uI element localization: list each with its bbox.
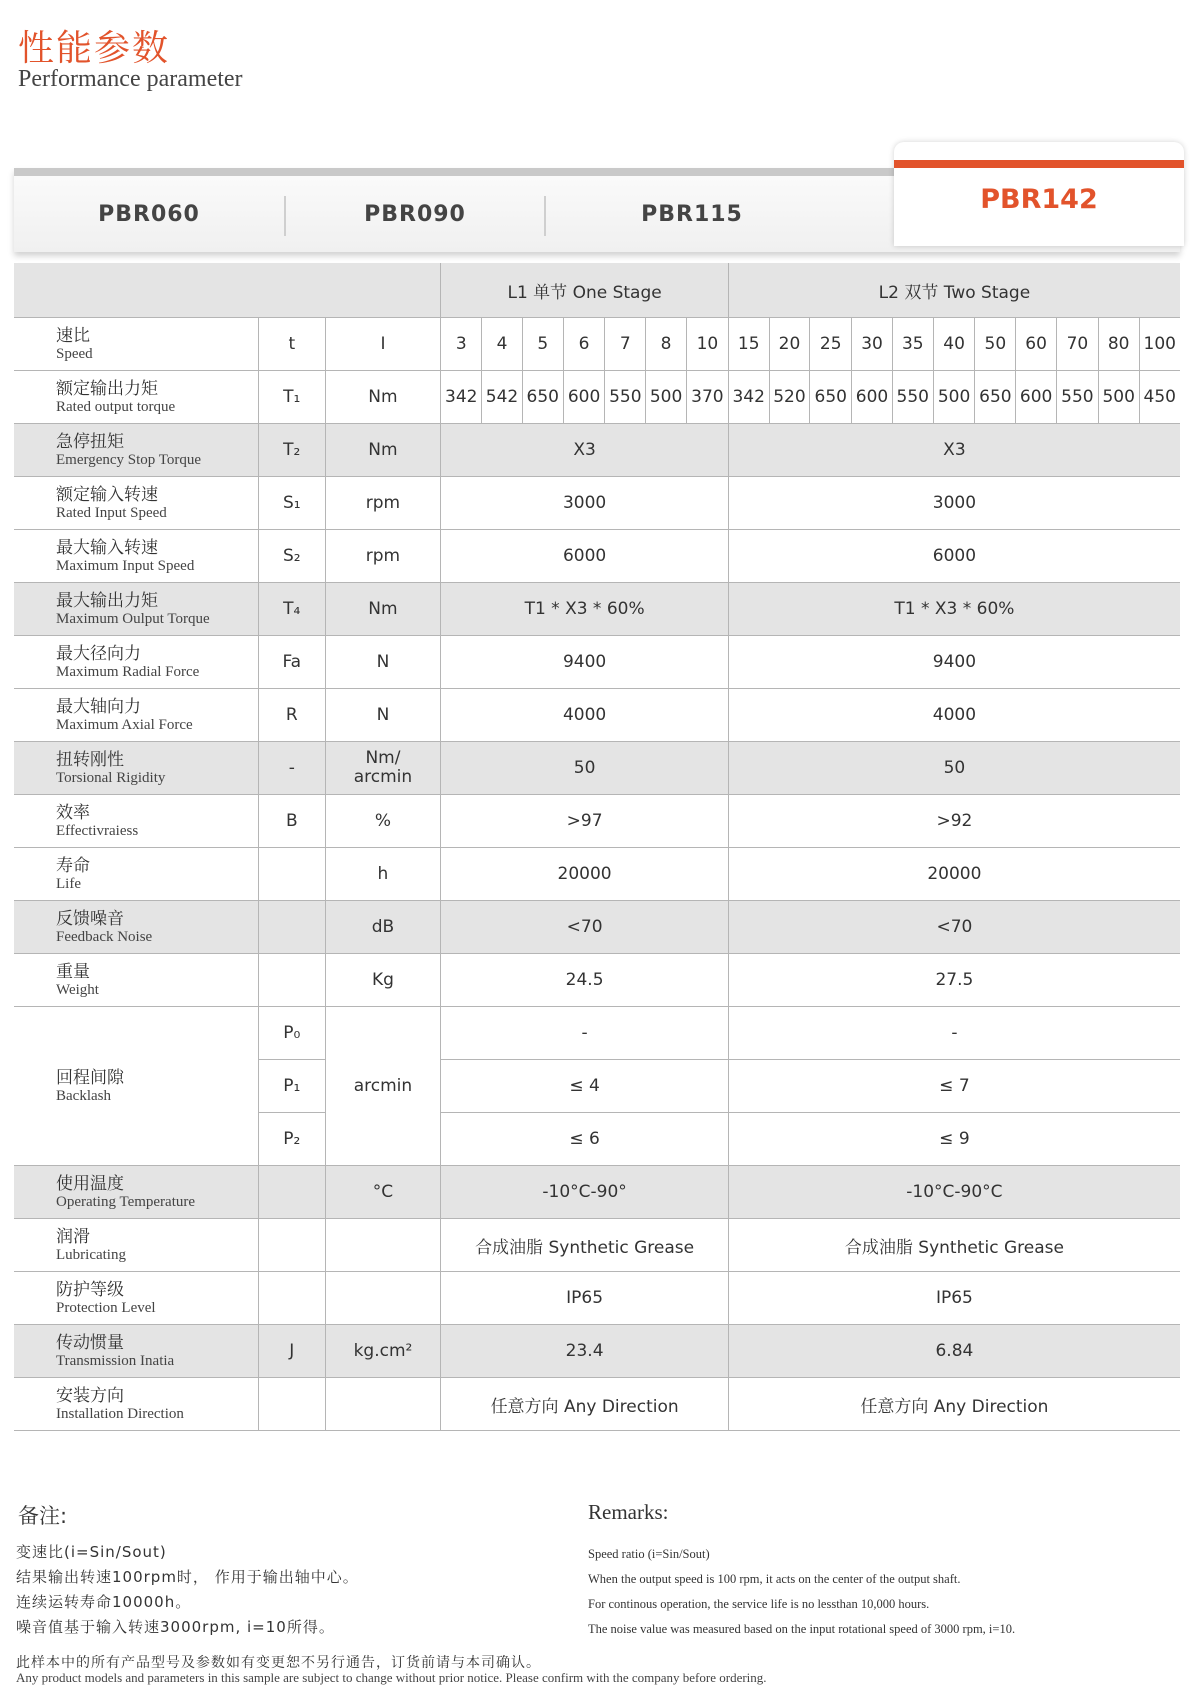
param-name: 最大轴向力 Maximum Axial Force — [14, 689, 259, 742]
tab-pbr142-active[interactable] — [894, 142, 1184, 246]
stage-two-header: L2 双节 Two Stage — [728, 263, 1180, 318]
stage-one-value: T1 * X3 * 60% — [441, 583, 728, 636]
param-symbol: R — [259, 689, 325, 742]
table-row-inertia — [14, 1325, 1180, 1378]
torque-cell: 500 — [933, 371, 975, 424]
param-symbol: S₂ — [259, 530, 325, 583]
param-name: 反馈噪音 Feedback Noise — [14, 901, 259, 954]
stage-two-value: >92 — [728, 795, 1180, 848]
param-name: 寿命 Life — [14, 848, 259, 901]
stage-one-value: IP65 — [441, 1272, 728, 1325]
tab-pbr142-label: PBR142 — [980, 183, 1098, 215]
param-unit: I — [325, 318, 441, 371]
param-name: 最大输出力矩 Maximum Oulput Torque — [14, 583, 259, 636]
param-symbol: T₄ — [259, 583, 325, 636]
table-row-backlash-p0 — [14, 1007, 1180, 1060]
torque-cell: 342 — [441, 371, 482, 424]
param-symbol — [259, 954, 325, 1007]
stage-one-value: - — [441, 1007, 728, 1060]
stage-two-value: 9400 — [728, 636, 1180, 689]
stage-one-value: 9400 — [441, 636, 728, 689]
param-symbol — [259, 848, 325, 901]
remark-line: When the output speed is 100 rpm, it acts on the center of the output shaft. — [588, 1572, 961, 1586]
stage-one-value: 20000 — [441, 848, 728, 901]
footer-notice-en: Any product models and parameters in this sample are subject to change without prior notice. Please confirm with the company before ordering. — [16, 1670, 767, 1685]
stage-two-value: T1 * X3 * 60% — [728, 583, 1180, 636]
param-name: 重量 Weight — [14, 954, 259, 1007]
stage-two-value: 20000 — [728, 848, 1180, 901]
stage-two-value: <70 — [728, 901, 1180, 954]
param-unit: rpm — [325, 530, 441, 583]
table-row-life — [14, 848, 1180, 901]
stage-one-value: -10°C-90° — [441, 1166, 728, 1219]
param-symbol — [259, 1219, 325, 1272]
param-name: 安装方向 Installation Direction — [14, 1378, 259, 1431]
torque-cell: 542 — [482, 371, 523, 424]
torque-cell: 650 — [522, 371, 563, 424]
stage-one-value: >97 — [441, 795, 728, 848]
table-row-rated-torque — [14, 371, 1180, 424]
stage-two-value: 任意方向 Any Direction — [728, 1378, 1180, 1431]
param-name: 急停扭矩 Emergency Stop Torque — [14, 424, 259, 477]
torque-cell: 600 — [563, 371, 605, 424]
ratio-cell: 8 — [646, 318, 687, 371]
tab-pbr060[interactable]: PBR060 — [98, 201, 200, 227]
table-row-noise — [14, 901, 1180, 954]
remark-line: For continous operation, the service life is no lessthan 10,000 hours. — [588, 1597, 930, 1611]
stage-one-value: 23.4 — [441, 1325, 728, 1378]
param-symbol: P₀ — [259, 1007, 325, 1060]
torque-cell: 370 — [686, 371, 728, 424]
stage-two-value: 合成油脂 Synthetic Grease — [728, 1219, 1180, 1272]
param-name: 最大径向力 Maximum Radial Force — [14, 636, 259, 689]
ratio-cell: 5 — [522, 318, 563, 371]
torque-cell: 650 — [975, 371, 1016, 424]
param-unit: N — [325, 636, 441, 689]
param-unit — [325, 1272, 441, 1325]
stage-one-value: 24.5 — [441, 954, 728, 1007]
torque-cell: 550 — [605, 371, 646, 424]
table-row-rated-speed — [14, 477, 1180, 530]
torque-cell: 600 — [852, 371, 893, 424]
table-row-axial — [14, 689, 1180, 742]
param-name: 扭转刚性 Torsional Rigidity — [14, 742, 259, 795]
table-row-radial — [14, 636, 1180, 689]
param-symbol: J — [259, 1325, 325, 1378]
stage-two-value: X3 — [728, 424, 1180, 477]
active-tab-indicator — [894, 160, 1184, 168]
stage-one-value: 4000 — [441, 689, 728, 742]
table-row-speed — [14, 318, 1180, 371]
torque-cell: 550 — [892, 371, 933, 424]
param-symbol — [259, 901, 325, 954]
tab-pbr090[interactable]: PBR090 — [364, 201, 466, 227]
ratio-cell: 15 — [728, 318, 769, 371]
param-name: 效率 Effectivraiess — [14, 795, 259, 848]
stage-two-value: 3000 — [728, 477, 1180, 530]
remark-line: Speed ratio (i=Sin/Sout) — [588, 1547, 710, 1561]
param-unit: % — [325, 795, 441, 848]
param-name: 速比 Speed — [14, 318, 259, 371]
table-row-weight — [14, 954, 1180, 1007]
param-unit: °C — [325, 1166, 441, 1219]
param-unit: h — [325, 848, 441, 901]
ratio-cell: 30 — [852, 318, 893, 371]
param-name: 回程间隙 Backlash — [14, 1007, 259, 1166]
stage-two-value: ≤ 9 — [728, 1113, 1180, 1166]
stage-two-value: 6.84 — [728, 1325, 1180, 1378]
stage-two-value: IP65 — [728, 1272, 1180, 1325]
param-symbol — [259, 1166, 325, 1219]
param-symbol: t — [259, 318, 325, 371]
ratio-cell: 3 — [441, 318, 482, 371]
torque-cell: 450 — [1139, 371, 1180, 424]
torque-cell: 600 — [1016, 371, 1057, 424]
param-unit — [325, 1219, 441, 1272]
remark-line: 变速比(i=Sin/Sout) — [16, 1543, 167, 1561]
remarks-title-en: Remarks: — [588, 1500, 669, 1524]
table-row-protection — [14, 1272, 1180, 1325]
param-symbol: - — [259, 742, 325, 795]
remark-line: 噪音值基于输入转速3000rpm, i=10所得。 — [16, 1618, 335, 1636]
stage-two-value: 4000 — [728, 689, 1180, 742]
stage-one-value: 6000 — [441, 530, 728, 583]
ratio-cell: 40 — [933, 318, 975, 371]
stage-one-header: L1 单节 One Stage — [441, 263, 728, 318]
ratio-cell: 6 — [563, 318, 605, 371]
table-row-max-speed — [14, 530, 1180, 583]
param-symbol: T₂ — [259, 424, 325, 477]
param-unit: rpm — [325, 477, 441, 530]
param-unit: dB — [325, 901, 441, 954]
stage-two-value: 27.5 — [728, 954, 1180, 1007]
param-symbol: P₁ — [259, 1060, 325, 1113]
stage-one-value: 合成油脂 Synthetic Grease — [441, 1219, 728, 1272]
stage-two-value: ≤ 7 — [728, 1060, 1180, 1113]
param-unit: Nm — [325, 424, 441, 477]
table-row-install — [14, 1378, 1180, 1431]
remarks-title-cn: 备注: — [18, 1504, 68, 1528]
table-row-lube — [14, 1219, 1180, 1272]
param-name: 使用温度 Operating Temperature — [14, 1166, 259, 1219]
header-blank — [14, 263, 441, 318]
footer-notice-cn: 此样本中的所有产品型号及参数如有变更恕不另行通告，订货前请与本司确认。 — [16, 1655, 541, 1671]
ratio-cell: 60 — [1016, 318, 1057, 371]
ratio-cell: 100 — [1139, 318, 1180, 371]
param-symbol — [259, 1378, 325, 1431]
ratio-cell: 50 — [975, 318, 1016, 371]
torque-cell: 650 — [810, 371, 852, 424]
remarks-en — [588, 1542, 1015, 1642]
spec-table — [14, 263, 1180, 1431]
param-unit: N — [325, 689, 441, 742]
ratio-cell: 4 — [482, 318, 523, 371]
param-symbol: B — [259, 795, 325, 848]
param-name: 润滑 Lubricating — [14, 1219, 259, 1272]
stage-one-value: 任意方向 Any Direction — [441, 1378, 728, 1431]
page-title-cn: 性能参数 — [18, 28, 171, 69]
param-name: 额定输出力矩 Rated output torque — [14, 371, 259, 424]
remark-line: 连续运转寿命10000h。 — [16, 1593, 192, 1611]
table-row-estop — [14, 424, 1180, 477]
param-unit: kg.cm² — [325, 1325, 441, 1378]
param-name: 额定输入转速 Rated Input Speed — [14, 477, 259, 530]
ratio-cell: 25 — [810, 318, 852, 371]
ratio-cell: 7 — [605, 318, 646, 371]
torque-cell: 342 — [728, 371, 769, 424]
tab-pbr115[interactable]: PBR115 — [641, 201, 743, 227]
param-symbol: P₂ — [259, 1113, 325, 1166]
param-unit: Nm/ arcmin — [325, 742, 441, 795]
stage-two-value: 50 — [728, 742, 1180, 795]
stage-two-value: -10°C-90°C — [728, 1166, 1180, 1219]
ratio-cell: 20 — [769, 318, 810, 371]
param-name: 最大输入转速 Maximum Input Speed — [14, 530, 259, 583]
stage-two-value: - — [728, 1007, 1180, 1060]
ratio-cell: 10 — [686, 318, 728, 371]
torque-cell: 520 — [769, 371, 810, 424]
ratio-cell: 80 — [1098, 318, 1139, 371]
page-title-en: Performance parameter — [18, 66, 243, 92]
param-unit: arcmin — [325, 1007, 441, 1166]
param-name: 防护等级 Protection Level — [14, 1272, 259, 1325]
table-row-temp — [14, 1166, 1180, 1219]
stage-one-value: ≤ 4 — [441, 1060, 728, 1113]
stage-header-row — [14, 263, 1180, 318]
stage-one-value: 50 — [441, 742, 728, 795]
torque-cell: 500 — [1098, 371, 1139, 424]
param-symbol: Fa — [259, 636, 325, 689]
table-row-max-torque — [14, 583, 1180, 636]
param-symbol: T₁ — [259, 371, 325, 424]
remark-line: The noise value was measured based on the input rotational speed of 3000 rpm, i=10. — [588, 1622, 1016, 1636]
ratio-cell: 35 — [892, 318, 933, 371]
stage-one-value: 3000 — [441, 477, 728, 530]
table-row-efficiency — [14, 795, 1180, 848]
torque-cell: 500 — [646, 371, 687, 424]
stage-one-value: X3 — [441, 424, 728, 477]
ratio-cell: 70 — [1056, 318, 1098, 371]
stage-two-value: 6000 — [728, 530, 1180, 583]
stage-one-value: <70 — [441, 901, 728, 954]
table-row-rigidity — [14, 742, 1180, 795]
remark-line: 结果输出转速100rpm时， 作用于输出轴中心。 — [16, 1568, 359, 1586]
param-unit: Nm — [325, 371, 441, 424]
param-unit — [325, 1378, 441, 1431]
param-unit: Nm — [325, 583, 441, 636]
stage-one-value: ≤ 6 — [441, 1113, 728, 1166]
param-name: 传动惯量 Transmission Inatia — [14, 1325, 259, 1378]
remarks-cn — [16, 1540, 359, 1640]
param-unit: Kg — [325, 954, 441, 1007]
param-symbol: S₁ — [259, 477, 325, 530]
torque-cell: 550 — [1056, 371, 1098, 424]
param-symbol — [259, 1272, 325, 1325]
